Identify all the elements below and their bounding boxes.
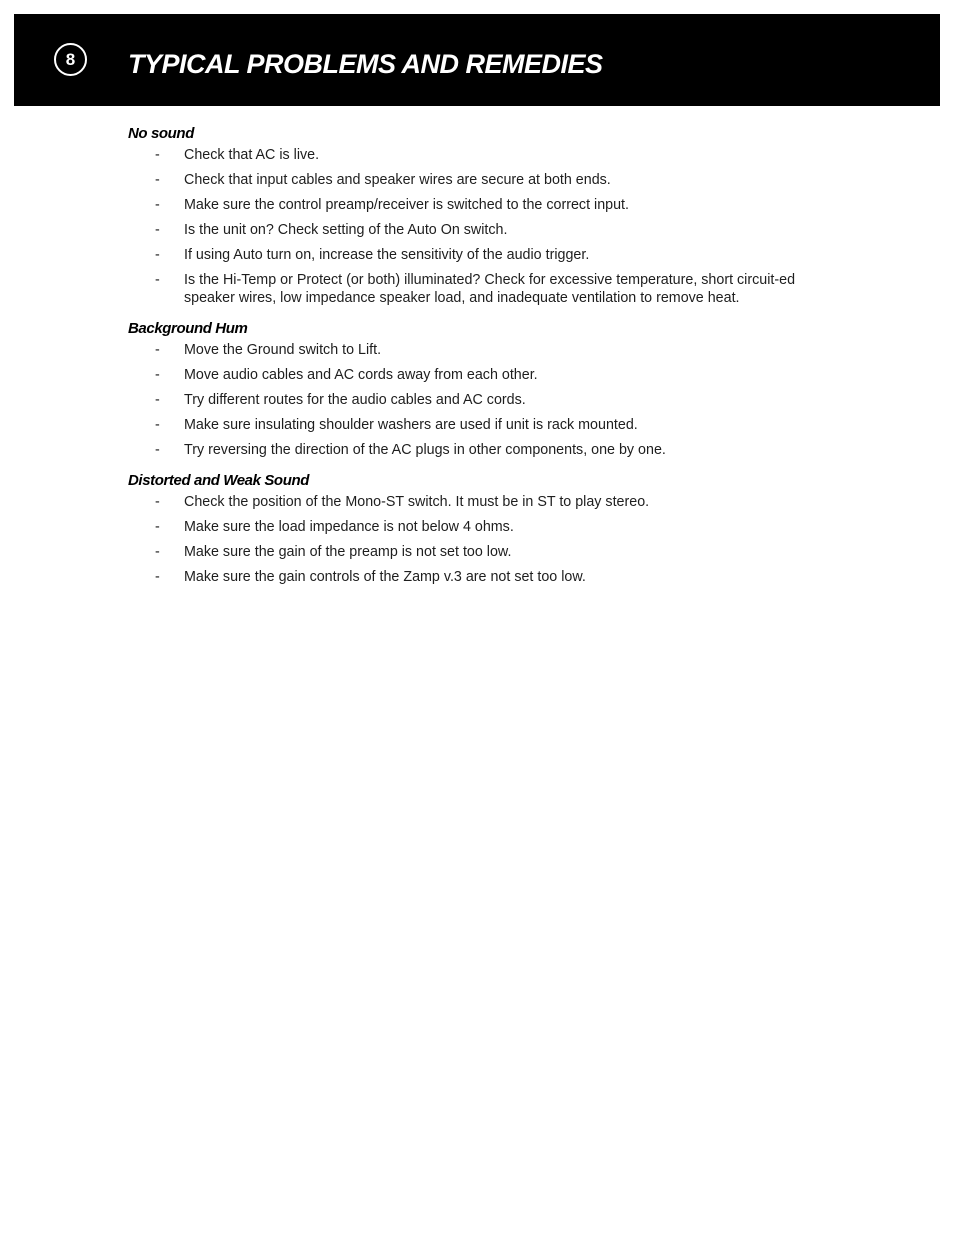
list-item [128,543,828,561]
list-item-text: Is the unit on? Check setting of the Auto On switch. [184,222,508,238]
bullet-dash: - [155,494,160,510]
remedy-list [128,493,828,586]
page-header [14,14,940,106]
bullet-dash: - [155,442,160,458]
list-item-text: Make sure the load impedance is not below 4 ohms. [184,519,514,535]
list-item [128,391,828,409]
bullet-dash: - [155,272,160,288]
list-item [128,416,828,434]
bullet-dash: - [155,392,160,408]
list-item-text: Move the Ground switch to Lift. [184,342,382,358]
bullet-dash: - [155,417,160,433]
list-item-text: Check that AC is live. [184,147,320,163]
list-item [128,146,828,164]
chapter-number-badge: 8 [54,43,87,76]
list-item [128,221,828,239]
list-item-text: Try reversing the direction of the AC plugs in other components, one by one. [184,442,666,458]
bullet-dash: - [155,147,160,163]
bullet-dash: - [155,222,160,238]
list-item-text: If using Auto turn on, increase the sensitivity of the audio trigger. [184,247,590,263]
bullet-dash: - [155,569,160,585]
list-item-text: Is the Hi-Temp or Protect (or both) illuminated? Check for excessive temperature, short circuit-ed speaker wires, low impedance speaker load, and inadequate ventilation to remove heat. [184,272,796,306]
section-heading: Distorted and Weak Sound [128,472,309,489]
list-item [128,366,828,384]
section-no-sound [128,124,828,307]
list-item-text: Make sure the gain of the preamp is not set too low. [184,544,512,560]
remedy-list [128,146,828,307]
list-item [128,518,828,536]
bullet-dash: - [155,342,160,358]
page-content [128,124,828,598]
list-item-text: Check that input cables and speaker wires are secure at both ends. [184,172,611,188]
list-item [128,271,828,307]
bullet-dash: - [155,544,160,560]
bullet-dash: - [155,197,160,213]
list-item [128,441,828,459]
section-heading: No sound [128,125,194,142]
section-background-hum [128,319,828,459]
remedy-list [128,341,828,459]
list-item-text: Make sure insulating shoulder washers are used if unit is rack mounted. [184,417,638,433]
page-title: TYPICAL PROBLEMS AND REMEDIES [128,49,603,79]
list-item [128,196,828,214]
section-distorted-weak-sound [128,471,828,586]
list-item [128,568,828,586]
list-item-text: Make sure the control preamp/receiver is switched to the correct input. [184,197,629,213]
bullet-dash: - [155,247,160,263]
list-item-text: Make sure the gain controls of the Zamp v.3 are not set too low. [184,569,586,585]
list-item-text: Check the position of the Mono-ST switch. It must be in ST to play stereo. [184,494,650,510]
section-heading: Background Hum [128,320,248,337]
bullet-dash: - [155,367,160,383]
list-item-text: Try different routes for the audio cables and AC cords. [184,392,526,408]
bullet-dash: - [155,172,160,188]
list-item [128,341,828,359]
list-item [128,171,828,189]
bullet-dash: - [155,519,160,535]
list-item-text: Move audio cables and AC cords away from each other. [184,367,538,383]
list-item [128,246,828,264]
list-item [128,493,828,511]
